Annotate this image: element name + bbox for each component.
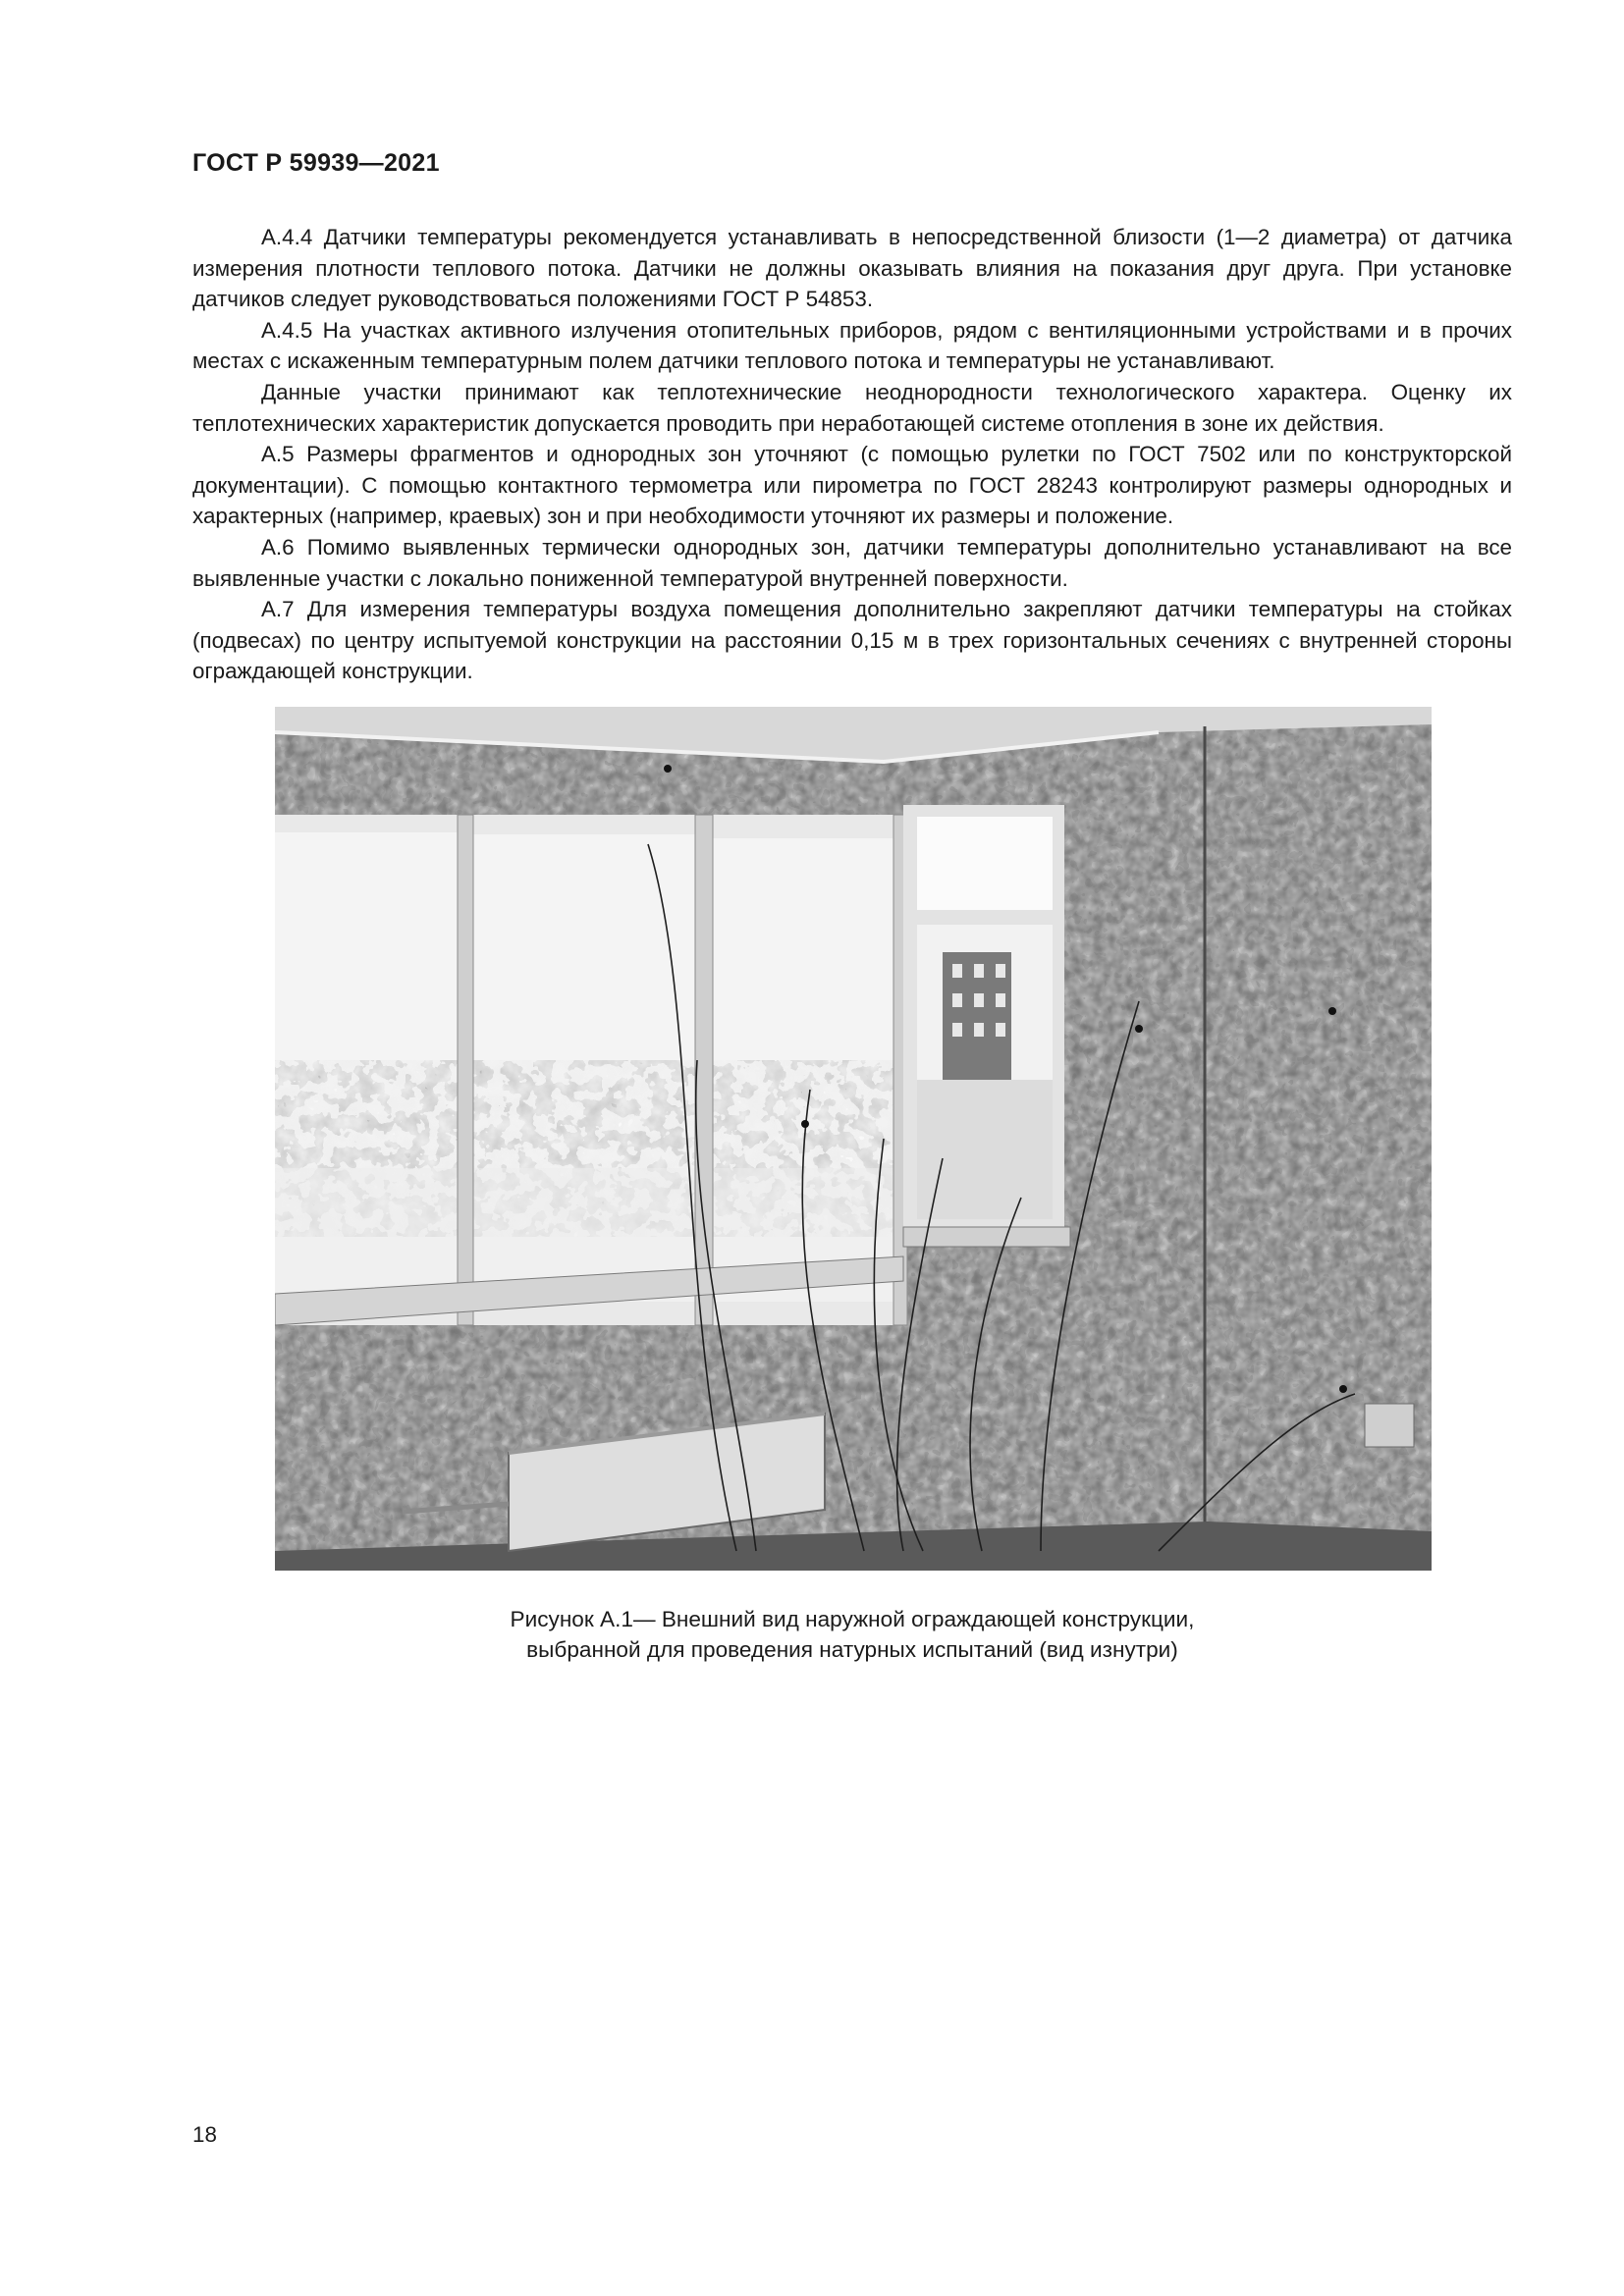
paragraph-a-5: А.5 Размеры фрагментов и однородных зон уточняют (с помощью рулетки по ГОСТ 7502 или по конструкторской документации). С помощью контактного термометра или пирометра по ГОСТ 28243 контролируют размеры однородных и характерных (например, краевых) зон и при необходимости уточняют их размеры и положение. <box>192 442 1512 529</box>
document-header: ГОСТ Р 59939—2021 <box>192 149 440 177</box>
caption-line-2: выбранной для проведения натурных испытаний (вид изнутри) <box>526 1637 1178 1662</box>
paragraph-a-7: А.7 Для измерения температуры воздуха помещения дополнительно закрепляют датчики температуры на стойках (подвесах) по центру испытуемой конструкции на расстоянии 0,15 м в трех горизонтальных сечениях с внутренней стороны ограждающей конструкции. <box>192 597 1512 684</box>
paragraph-heterogeneity: Данные участки принимают как теплотехнические неоднородности технологического характера. Оценку их теплотехнических характеристик допускается проводить при неработающей системе отопления в зоне их действия. <box>192 379 1512 436</box>
paragraph-a-4-5: А.4.5 На участках активного излучения отопительных приборов, рядом с вентиляционными устройствами и в прочих местах с искаженным температурным полем датчики теплового потока и температуры не устанавливают. <box>192 317 1512 374</box>
window-glass-left <box>275 832 903 1302</box>
paragraph-a-4-4: А.4.4 Датчики температуры рекомендуется устанавливать в непосредственной близости (1—2 диаметра) от датчика измерения плотности теплового потока. Датчики не должны оказывать влияния на показания друг друга. При установке датчиков следует руководствоваться положениями ГОСТ Р 54853. <box>192 225 1512 312</box>
figure-photo <box>275 707 1432 1571</box>
caption-line-1: Рисунок А.1— Внешний вид наружной ограждающей конструкции, <box>510 1607 1195 1631</box>
wall-outlet <box>1365 1404 1414 1447</box>
body-text <box>192 222 1512 687</box>
figure-caption <box>192 1604 1512 1665</box>
page-number: 18 <box>192 2122 217 2147</box>
paragraph-a-6: А.6 Помимо выявленных термически однородных зон, датчики температуры дополнительно устанавливают на все выявленные участки с локально пониженной температурой внутренней поверхности. <box>192 534 1512 591</box>
